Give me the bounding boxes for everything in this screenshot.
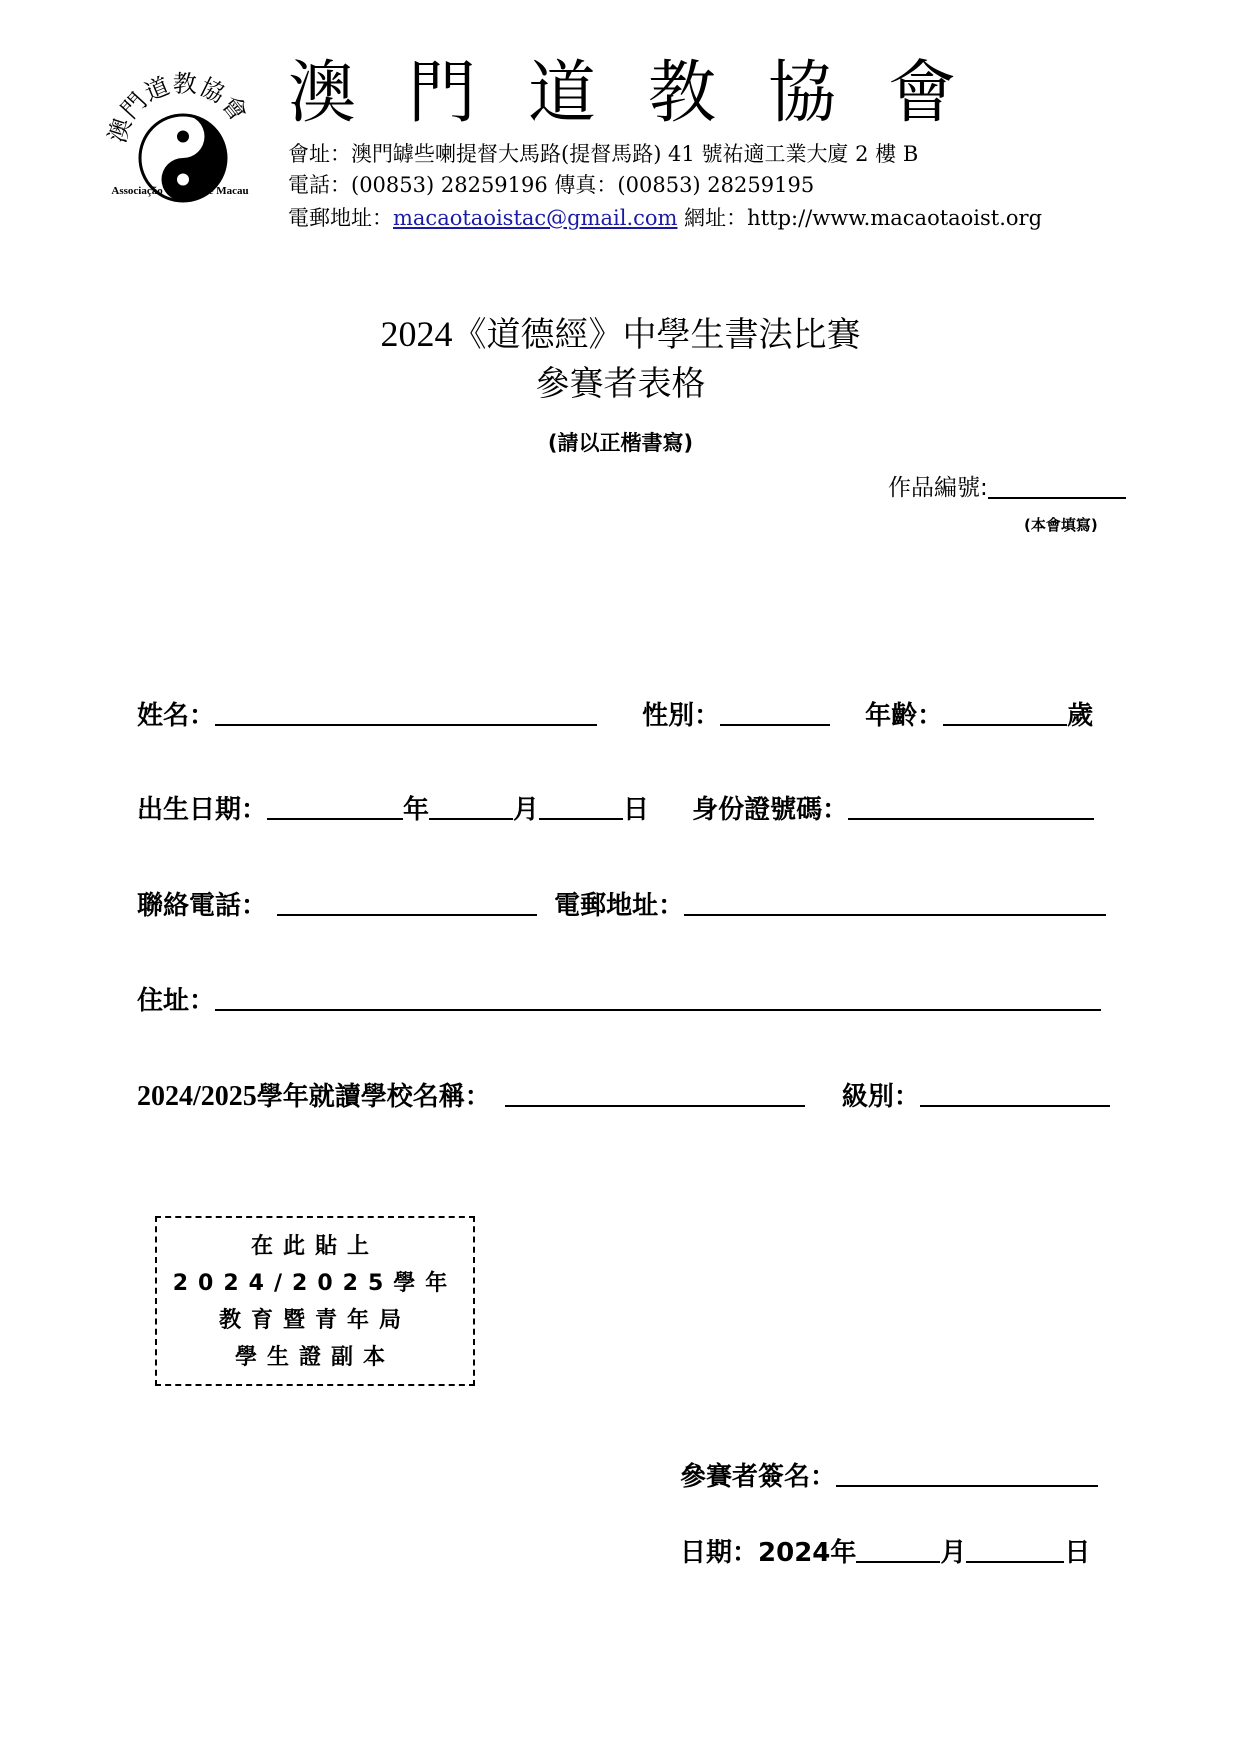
paste-box-line: 學生證副本 <box>234 1345 395 1370</box>
date-label: 日期： <box>680 1538 759 1568</box>
form-row-address <box>137 979 1127 1019</box>
writing-instruction: (請以正楷書寫) <box>547 431 694 455</box>
title-text: 《道德經》中學生書法比賽 <box>452 315 861 355</box>
phone-label: 聯絡電話： <box>137 891 268 921</box>
age-label: 年齡： <box>865 701 944 731</box>
dob-month-unit: 月 <box>513 795 540 825</box>
school-label: 學年就讀學校名稱： <box>256 1082 491 1112</box>
date-month-unit: 月 <box>940 1538 967 1568</box>
dob-year-unit: 年 <box>403 795 430 825</box>
paste-box-line: 2024/2025學年 <box>172 1271 458 1296</box>
page-subtitle: 參賽者表格 <box>535 364 706 404</box>
work-number-note: (本會填寫) <box>1024 516 1098 534</box>
email-blank[interactable] <box>684 884 1106 916</box>
work-number-field <box>888 473 1126 503</box>
age-blank[interactable] <box>943 694 1067 726</box>
school-year: 2024/2025 <box>137 1081 257 1112</box>
logo-ring-text: 澳門道教協會 <box>102 69 254 147</box>
dob-day-unit: 日 <box>623 795 650 825</box>
phone-blank[interactable] <box>277 884 537 916</box>
logo-caption: Associação Tauista de Macau <box>111 185 249 197</box>
form-row-personal <box>137 694 1127 734</box>
address-blank[interactable] <box>215 979 1101 1011</box>
grade-blank[interactable] <box>920 1075 1110 1107</box>
phone-fax-line: 電話：(00853) 28259196 傳真：(00853) 28259195 <box>288 173 815 197</box>
dob-year-blank[interactable] <box>267 788 403 820</box>
date-row <box>680 1531 1090 1573</box>
name-label: 姓名： <box>137 701 216 731</box>
organization-name: 澳門道教協會 <box>288 54 1009 133</box>
association-logo <box>95 55 265 205</box>
work-number-blank[interactable] <box>988 473 1126 499</box>
yin-yang-logo-icon <box>95 55 265 205</box>
address-line: 會址：澳門罅些喇提督大馬路(提督馬路) 41 號祐適工業大廈 2 樓 B <box>288 142 919 166</box>
date-month-blank[interactable] <box>856 1531 940 1563</box>
website-text: http://www.macaotaoist.org <box>747 206 1043 230</box>
page-title <box>0 312 1241 357</box>
signature-label: 參賽者簽名： <box>680 1462 837 1492</box>
form-email-label: 電郵地址： <box>554 891 685 921</box>
signature-blank[interactable] <box>836 1455 1098 1487</box>
date-day-unit: 日 <box>1064 1538 1091 1568</box>
dob-day-blank[interactable] <box>539 788 623 820</box>
form-row-contact <box>137 884 1127 924</box>
grade-label: 級別： <box>841 1082 920 1112</box>
dob-month-blank[interactable] <box>429 788 513 820</box>
paste-box-line: 在此貼上 <box>250 1234 379 1259</box>
email-link[interactable]: macaotaoistac@gmail.com <box>393 206 678 230</box>
age-unit: 歲 <box>1067 701 1094 731</box>
title-year: 2024 <box>380 314 453 354</box>
form-row-birth-id <box>137 788 1127 828</box>
dob-label: 出生日期： <box>137 795 268 825</box>
name-blank[interactable] <box>215 694 597 726</box>
form-row-school <box>137 1075 1127 1115</box>
email-label: 電郵地址： <box>288 206 393 230</box>
gender-blank[interactable] <box>720 694 830 726</box>
date-year: 2024年 <box>758 1538 857 1568</box>
address-label: 住址： <box>137 986 216 1016</box>
id-number-blank[interactable] <box>848 788 1094 820</box>
date-day-blank[interactable] <box>966 1531 1064 1563</box>
work-number-label: 作品編號: <box>888 475 988 501</box>
gender-label: 性別： <box>642 701 721 731</box>
contact-line <box>288 205 1042 231</box>
signature-row <box>680 1455 1098 1497</box>
student-card-paste-box[interactable] <box>155 1216 475 1386</box>
paste-box-line: 教育暨青年局 <box>218 1308 411 1333</box>
id-number-label: 身份證號碼： <box>692 795 849 825</box>
website-label: 網址： <box>684 206 748 230</box>
school-blank[interactable] <box>505 1075 805 1107</box>
